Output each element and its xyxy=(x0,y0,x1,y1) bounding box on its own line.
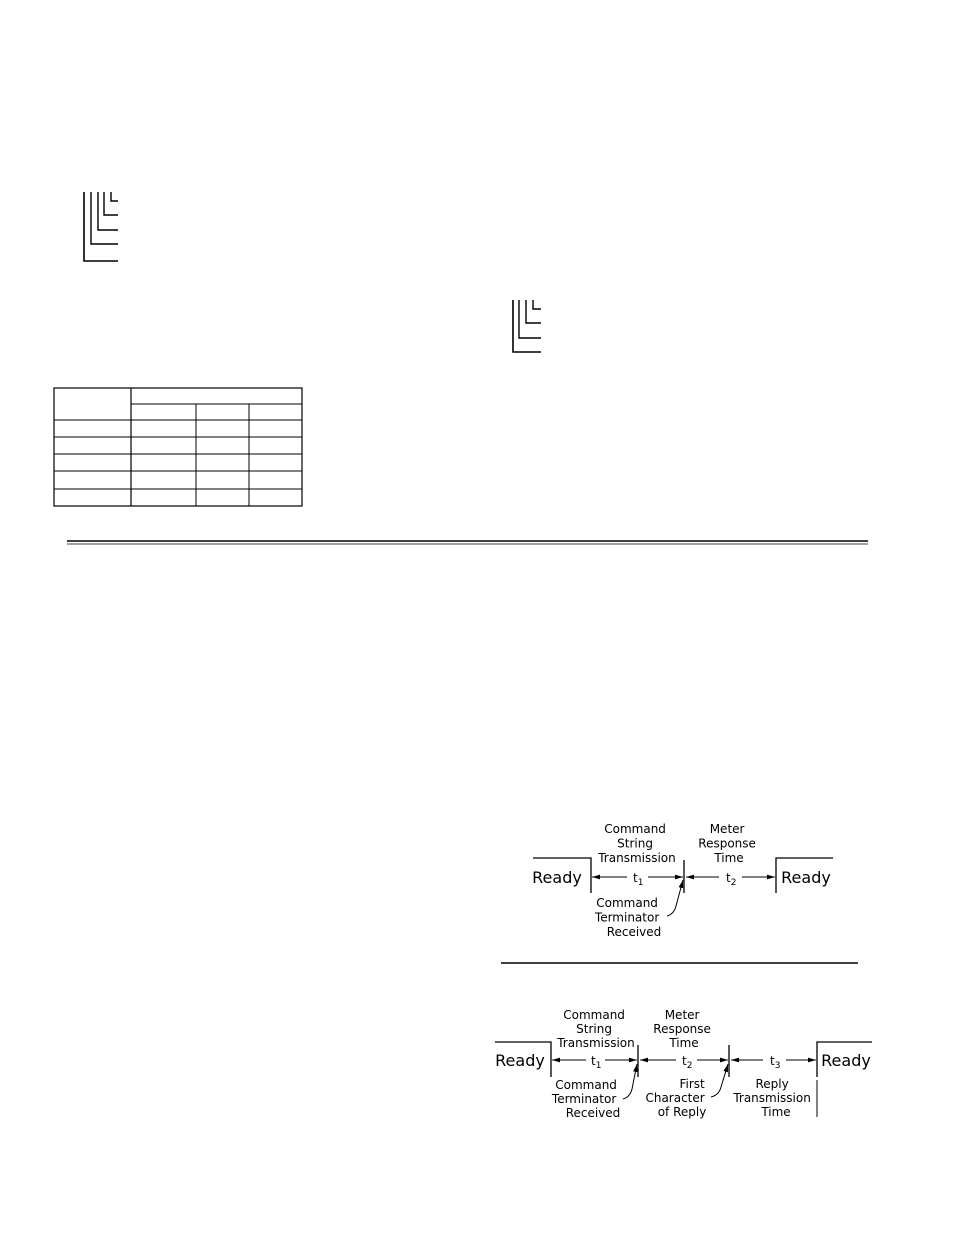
command-string-label-b: Command String Transmission xyxy=(557,1008,635,1050)
t2-label: $t_2$ xyxy=(726,871,737,888)
first-character-label-b: First Character of Reply xyxy=(645,1077,707,1119)
command-string-label: Command String Transmission xyxy=(598,822,676,865)
t3-label-b: $t_3$ xyxy=(770,1054,781,1071)
ready-left-label-b: Ready xyxy=(495,1051,545,1070)
ready-right-label-b: Ready xyxy=(821,1051,871,1070)
meter-response-label: Meter Response Time xyxy=(698,822,756,865)
terminator-pointer-b xyxy=(623,1064,637,1099)
reply-transmission-label-b: Reply Transmission Time xyxy=(733,1077,811,1119)
meter-response-label-b: Meter Response Time xyxy=(653,1008,711,1050)
terminator-pointer xyxy=(667,880,683,916)
t1-label-b: $t_1$ xyxy=(591,1054,602,1071)
nested-bracket-small xyxy=(513,300,541,352)
empty-table xyxy=(54,388,302,506)
command-terminator-label-b: Command Terminator Received xyxy=(551,1078,621,1120)
t1-label: $t_1$ xyxy=(633,871,644,888)
t2-label-b: $t_2$ xyxy=(682,1054,693,1071)
nested-bracket-large xyxy=(84,192,118,261)
section-separator xyxy=(67,541,868,544)
first-char-pointer-b xyxy=(711,1064,728,1097)
ready-left-label: Ready xyxy=(532,868,582,887)
timing-diagram-with-reply xyxy=(495,1008,872,1120)
timing-diagram-command-only xyxy=(532,822,833,939)
ready-right-label: Ready xyxy=(781,868,831,887)
command-terminator-label: Command Terminator Received xyxy=(594,896,662,939)
